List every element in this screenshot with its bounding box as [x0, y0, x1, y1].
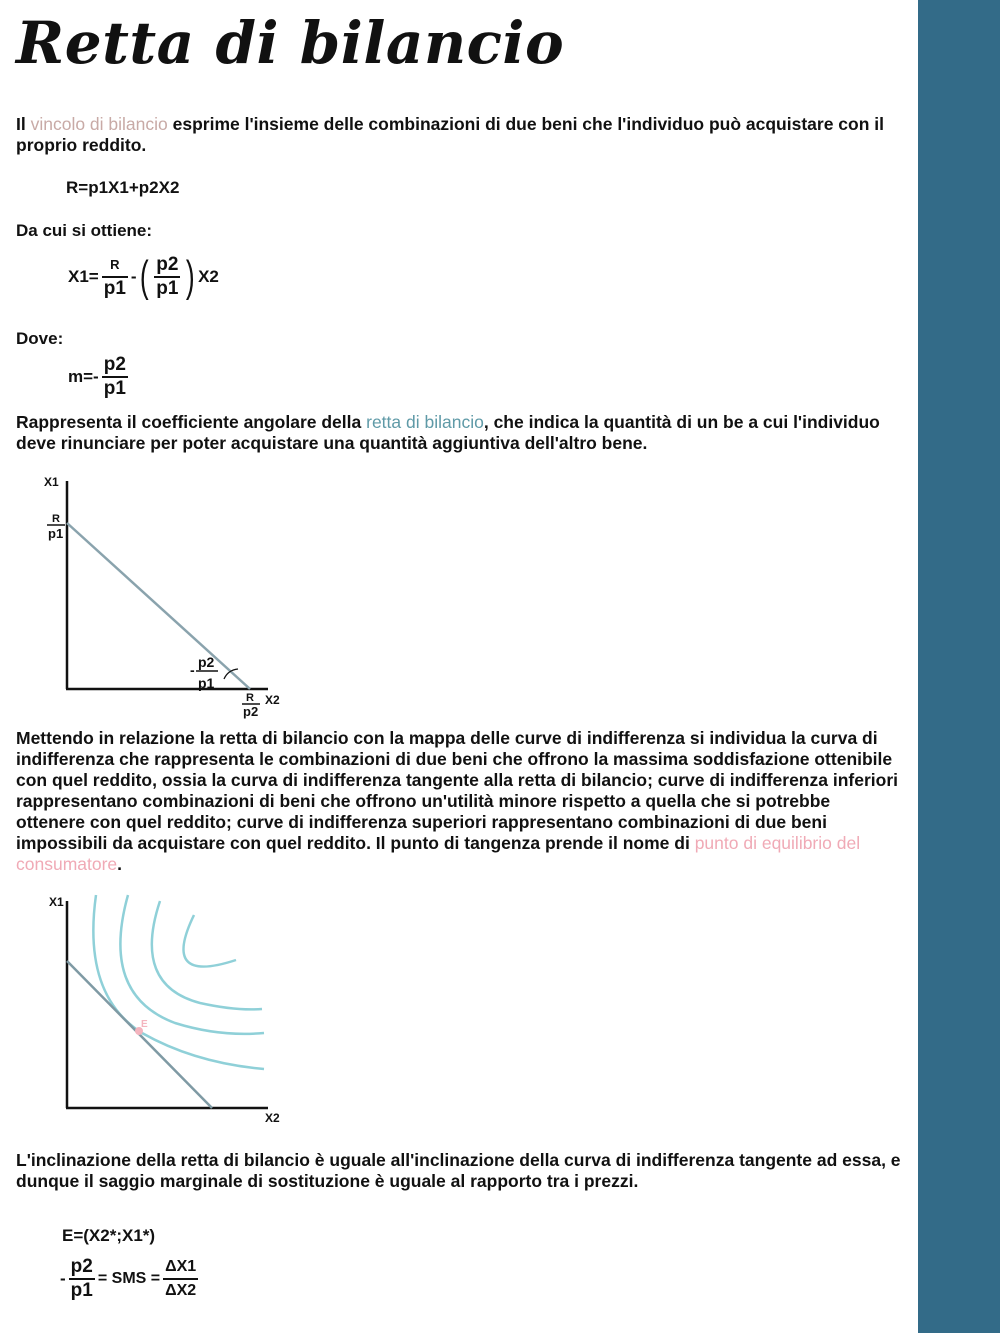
intro-post: esprime l'insieme delle combinazioni di due beni che l'individuo può acquistare con il proprio reddito.: [16, 114, 885, 155]
indifference-curve-1: [93, 895, 264, 1069]
fraction-num: R: [110, 257, 120, 272]
right-sidebar-band: [918, 0, 1000, 1333]
graph1-x-axis-label: X2: [265, 693, 280, 707]
fraction-p2-p1: [154, 254, 180, 300]
eq5-minus: -: [60, 1269, 66, 1288]
y-intercept-den: p1: [48, 526, 64, 541]
right-paren: ): [186, 252, 196, 301]
x-intercept-num: R: [246, 692, 254, 704]
fraction-num: p2: [156, 254, 179, 275]
indifference-curve-4: [183, 915, 236, 967]
fraction-den: p1: [70, 1280, 93, 1301]
fraction-r-p1: [102, 254, 128, 300]
relation-paragraph: [16, 728, 901, 875]
fraction-den: p1: [103, 378, 126, 399]
eq5-mid: = SMS =: [97, 1270, 161, 1287]
fraction-p2-p1: [69, 1256, 95, 1302]
fraction-den: p1: [103, 278, 126, 299]
slope-paragraph: L'inclinazione della retta di bilancio è uguale all'inclinazione della curva di indifferenza tangente ad essa, e dunque il saggio marginale di sostituzione è uguale al rapporto tra i prezzi.: [16, 1150, 901, 1191]
fraction-p2-p1: [102, 354, 128, 400]
fraction-num: p2: [70, 1256, 93, 1277]
relation-post: .: [117, 854, 123, 874]
equation-sms: [60, 1256, 201, 1302]
graph1-y-axis-label: X1: [44, 475, 59, 489]
indifference-map-graph: [0, 885, 300, 1125]
from-which-label: Da cui si ottiene:: [16, 221, 153, 240]
slope-num: p2: [198, 654, 215, 670]
intro-pre: Il: [16, 114, 31, 134]
eq2-rhs: X2: [198, 267, 219, 286]
intro-paragraph: [16, 114, 901, 156]
equilibrium-label: E: [141, 1019, 148, 1030]
budget-line: [67, 523, 250, 689]
x-intercept-den: p2: [243, 704, 259, 719]
relation-pre: Mettendo in relazione la retta di bilancio con la mappa delle curve di indifferenza si individua la curva di indifferenza che rappresenta le combinazioni di due beni che offrono la massima soddisfazione ottenibile con quel reddito, ossia la curva di indifferenza tangente alla retta di bilancio; curve di indifferenza inferiori rappresentano combinazioni di beni che offrono un'utilità minore rispetto a quella che si potrebbe ottenere con quel reddito; curve di indifferenza superiori rappresentano combinazioni di due beni impossibili da acquistare con quel reddito. Il punto di tangenza prende il nome di: [16, 728, 898, 853]
fraction-den: p1: [156, 278, 179, 299]
where-label: Dove:: [16, 329, 64, 348]
represents-pre: Rappresenta il coefficiente angolare della: [16, 412, 367, 432]
fraction-delta: [163, 1256, 198, 1302]
slope-sign: -: [190, 662, 195, 678]
equation-budget: R=p1X1+p2X2: [66, 178, 180, 197]
eq3-lhs: m=-: [68, 367, 99, 386]
graph2-x-axis-label: X2: [265, 1111, 280, 1125]
graph2-y-axis-label: X1: [49, 895, 64, 909]
y-intercept-num: R: [52, 513, 60, 525]
fraction-num: p2: [103, 354, 126, 375]
indifference-curve-3: [152, 901, 262, 1009]
relation-highlight: punto di equilibrio del consumatore: [16, 833, 861, 874]
fraction-den: ΔX2: [163, 1278, 198, 1302]
slope-den: p1: [198, 675, 215, 691]
equilibrium-equation: E=(X2*;X1*): [62, 1226, 156, 1245]
page-title: Retta di bilancio: [16, 9, 565, 77]
intro-highlight: vincolo di bilancio: [30, 114, 168, 134]
fraction-num: ΔX1: [165, 1258, 197, 1275]
represents-paragraph: [16, 412, 901, 454]
budget-line-graph: [0, 465, 300, 725]
left-paren: (: [139, 252, 149, 301]
represents-highlight: retta di bilancio: [366, 412, 484, 432]
represents-post: , che indica la quantità di un be a cui l'individuo deve rinunciare per poter acquistare una quantità aggiuntiva dell'altro bene.: [16, 412, 880, 453]
eq2-lhs: X1=: [68, 267, 99, 286]
equation-slope: [68, 354, 131, 400]
equation-x1: [68, 254, 219, 300]
eq2-minus: -: [130, 267, 137, 286]
